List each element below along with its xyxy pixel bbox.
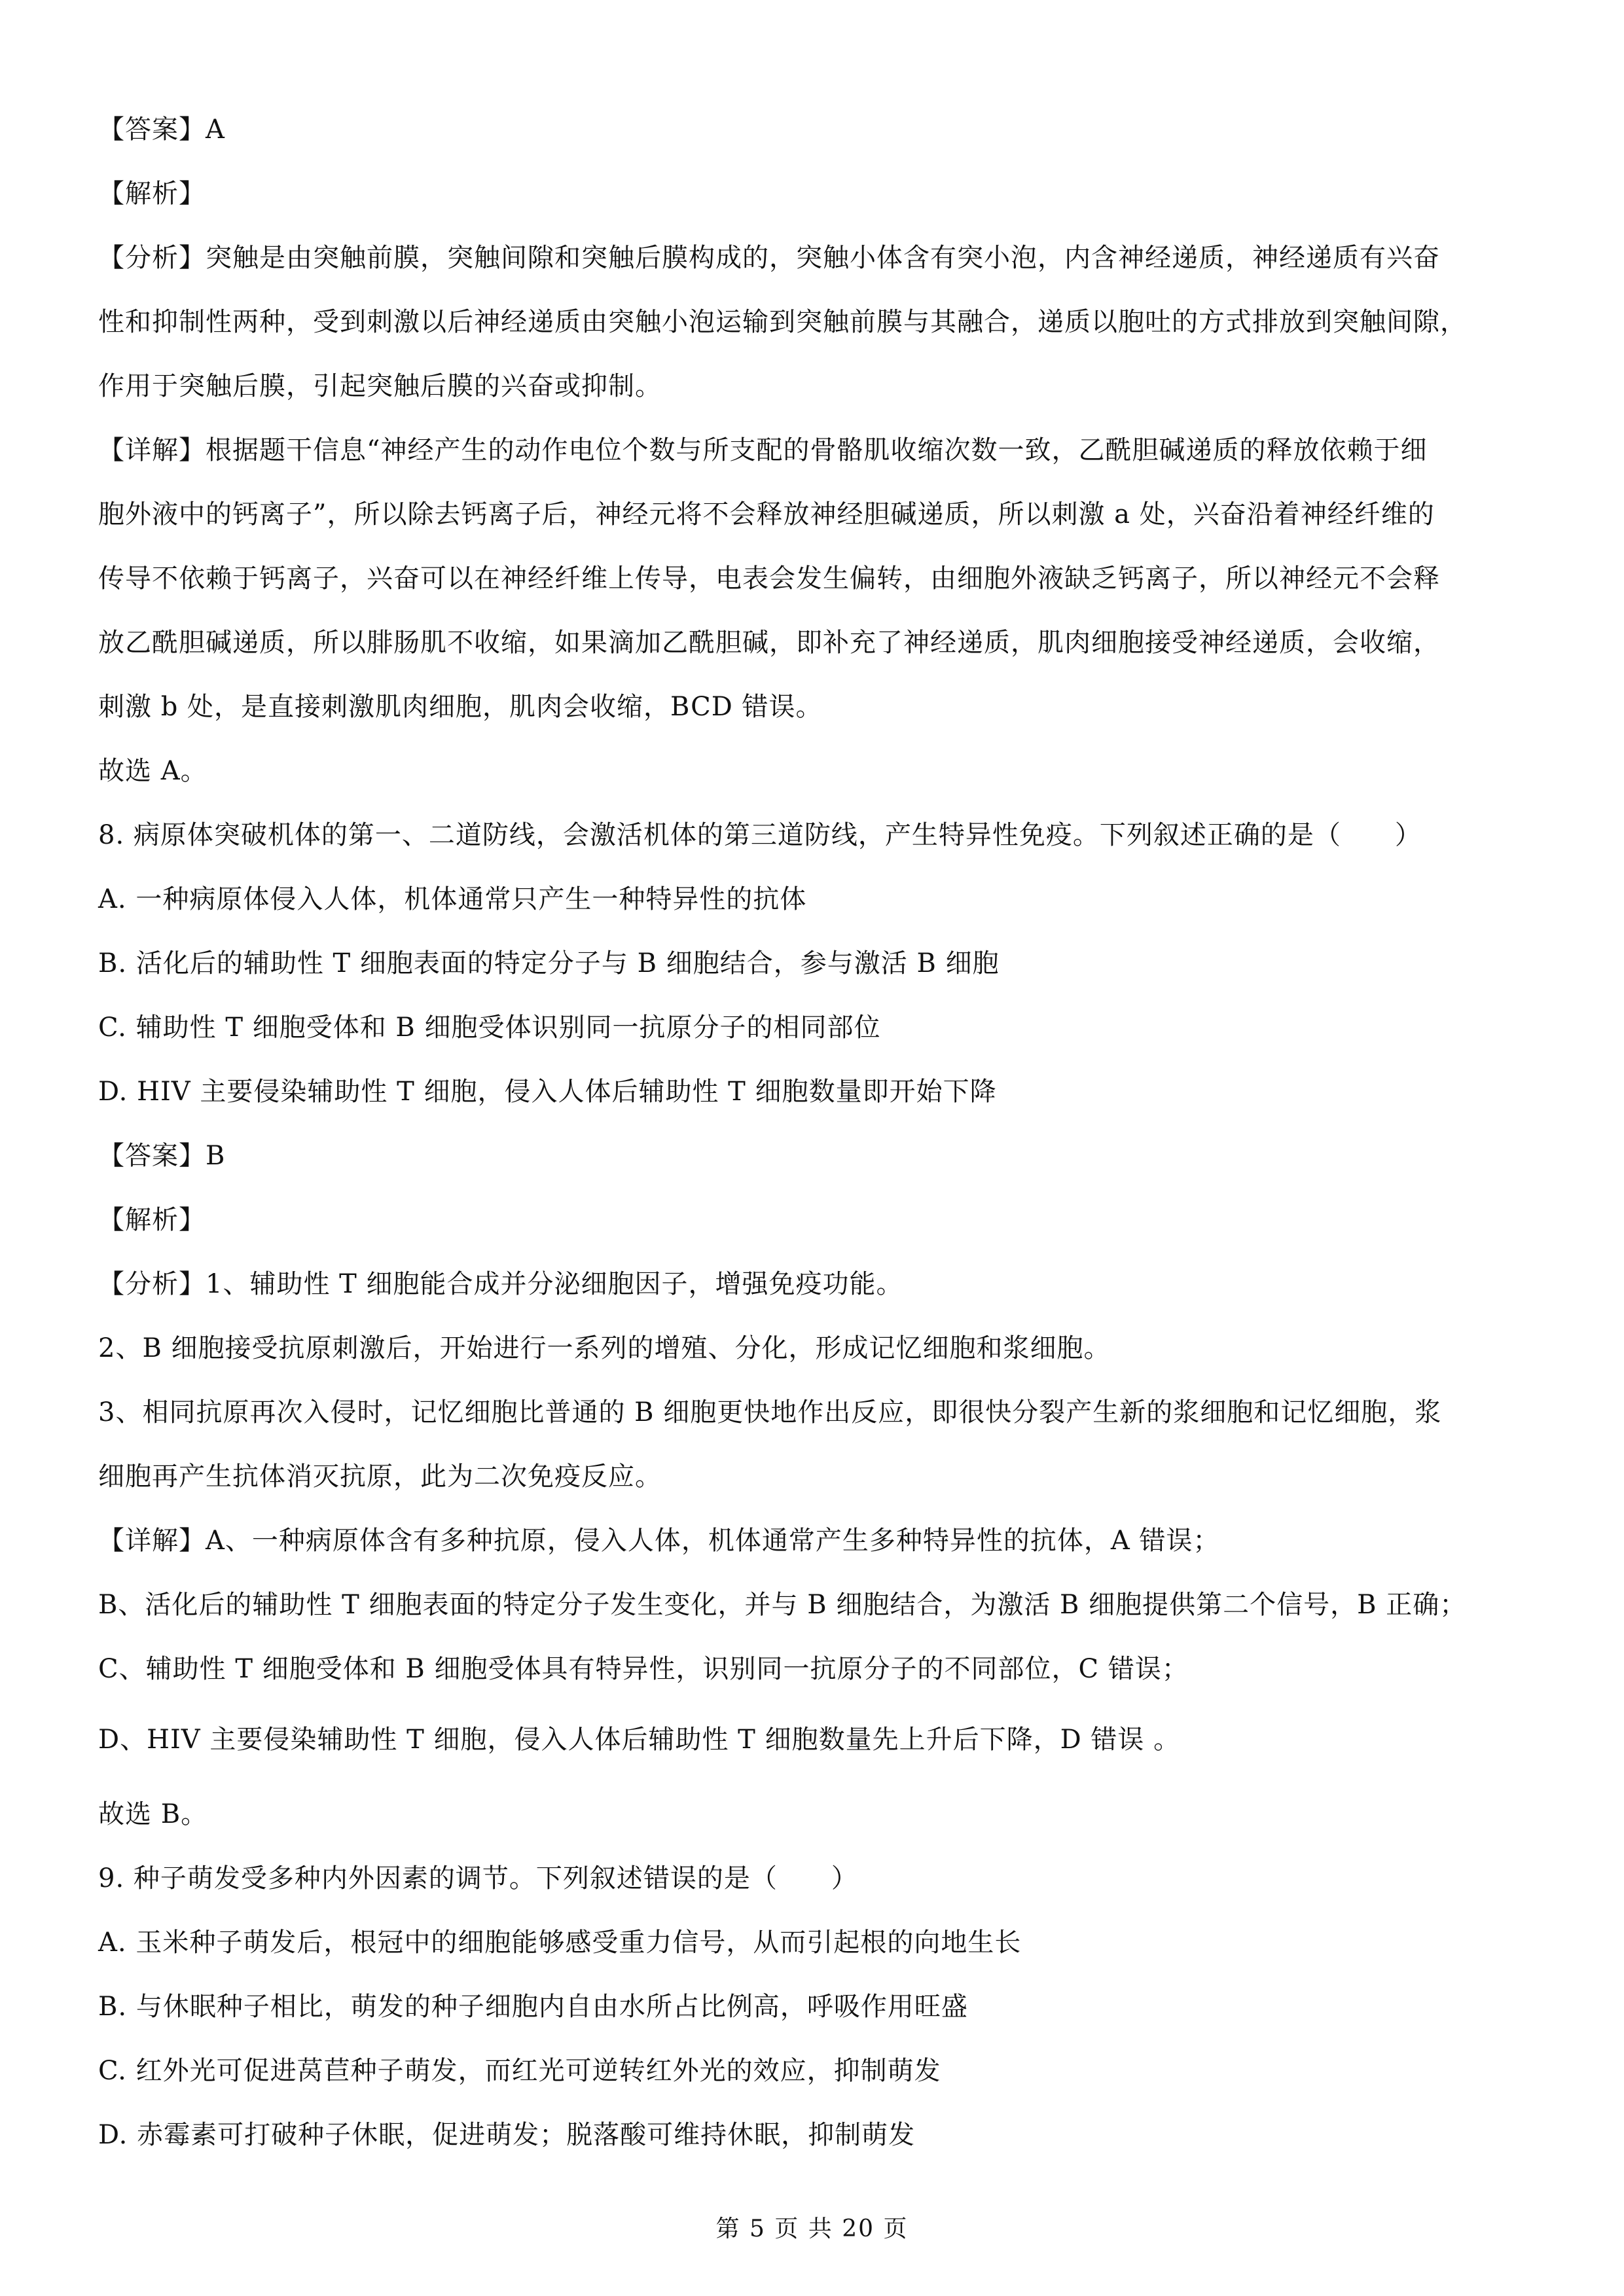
analysis-text-q8-line4: 细胞再产生抗体消灭抗原，此为二次免疫反应。 bbox=[98, 1462, 662, 1492]
detail-text-q7-line1: 【详解】根据题干信息“神经产生的动作电位个数与所支配的骨骼肌收缩次数一致，乙酰胆碱递质的释放依赖于细 bbox=[98, 435, 1428, 465]
question-8-option-d: D. HIV 主要侵染辅助性 T 细胞，侵入人体后辅助性 T 细胞数量即开始下降 bbox=[98, 1077, 997, 1107]
detail-text-q8-line1: 【详解】A、一种病原体含有多种抗原，侵入人体，机体通常产生多种特异性的抗体，A 错误； bbox=[98, 1526, 1220, 1556]
detail-text-q7-line5: 刺激 b 处，是直接刺激肌肉细胞，肌肉会收缩，BCD 错误。 bbox=[98, 692, 823, 722]
analysis-text-q8-line1: 【分析】1、辅助性 T 细胞能合成并分泌细胞因子，增强免疫功能。 bbox=[98, 1269, 903, 1299]
analysis-text-q7-line1: 【分析】突触是由突触前膜，突触间隙和突触后膜构成的，突触小体含有突小泡，内含神经递质，神经递质有兴奋 bbox=[98, 243, 1440, 273]
analysis-text-q8-line3: 3、相同抗原再次入侵时，记忆细胞比普通的 B 细胞更快地作出反应，即很快分裂产生新的浆细胞和记忆细胞，浆 bbox=[98, 1397, 1442, 1427]
question-9-stem: 9. 种子萌发受多种内外因素的调节。下列叙述错误的是（ ） bbox=[98, 1863, 858, 1893]
question-8-stem: 8. 病原体突破机体的第一、二道防线，会激活机体的第三道防线，产生特异性免疫。下列叙述正确的是（ ） bbox=[98, 820, 1422, 850]
question-9-option-a: A. 玉米种子萌发后，根冠中的细胞能够感受重力信号，从而引起根的向地生长 bbox=[98, 1928, 1022, 1958]
detail-text-q8-line2: B、活化后的辅助性 T 细胞表面的特定分子发生变化，并与 B 细胞结合，为激活 B 细胞提供第二个信号，B 正确； bbox=[98, 1590, 1467, 1620]
conclusion-q7: 故选 A。 bbox=[98, 756, 208, 786]
answer-label-q7: 【答案】A bbox=[98, 115, 225, 145]
question-9-option-c: C. 红外光可促进莴苣种子萌发，而红光可逆转红外光的效应，抑制萌发 bbox=[98, 2056, 941, 2086]
detail-text-q7-line3: 传导不依赖于钙离子，兴奋可以在神经纤维上传导，电表会发生偏转，由细胞外液缺乏钙离子，所以神经元不会释 bbox=[98, 564, 1440, 594]
question-8-option-c: C. 辅助性 T 细胞受体和 B 细胞受体识别同一抗原分子的相同部位 bbox=[98, 1013, 881, 1043]
detail-text-q7-line4: 放乙酰胆碱递质，所以腓肠肌不收缩，如果滴加乙酰胆碱，即补充了神经递质，肌肉细胞接受神经递质，会收缩， bbox=[98, 628, 1440, 658]
detail-text-q8-line4: D、HIV 主要侵染辅助性 T 细胞，侵入人体后辅助性 T 细胞数量先上升后下降，D 错误 。 bbox=[98, 1725, 1181, 1755]
analysis-text-q7-line2: 性和抑制性两种，受到刺激以后神经递质由突触小泡运输到突触前膜与其融合，递质以胞吐的方式排放到突触间隙， bbox=[98, 307, 1467, 337]
question-8-option-a: A. 一种病原体侵入人体，机体通常只产生一种特异性的抗体 bbox=[98, 884, 807, 914]
analysis-text-q8-line2: 2、B 细胞接受抗原刺激后，开始进行一系列的增殖、分化，形成记忆细胞和浆细胞。 bbox=[98, 1333, 1111, 1363]
analysis-text-q7-line3: 作用于突触后膜，引起突触后膜的兴奋或抑制。 bbox=[98, 371, 662, 401]
detail-text-q7-line2: 胞外液中的钙离子”，所以除去钙离子后，神经元将不会释放神经胆碱递质，所以刺激 a 处，兴奋沿着神经纤维的 bbox=[98, 499, 1435, 529]
page-number-footer: 第 5 页 共 20 页 bbox=[715, 2215, 909, 2242]
question-9-option-b: B. 与休眠种子相比，萌发的种子细胞内自由水所占比例高，呼吸作用旺盛 bbox=[98, 1992, 968, 2022]
answer-label-q8: 【答案】B bbox=[98, 1141, 226, 1171]
analysis-label-q8: 【解析】 bbox=[98, 1205, 206, 1235]
conclusion-q8: 故选 B。 bbox=[98, 1799, 208, 1829]
question-9-option-d: D. 赤霉素可打破种子休眠，促进萌发；脱落酸可维持休眠，抑制萌发 bbox=[98, 2120, 916, 2150]
question-8-option-b: B. 活化后的辅助性 T 细胞表面的特定分子与 B 细胞结合，参与激活 B 细胞 bbox=[98, 948, 1000, 978]
detail-text-q8-line3: C、辅助性 T 细胞受体和 B 细胞受体具有特异性，识别同一抗原分子的不同部位，C 错误； bbox=[98, 1654, 1189, 1684]
analysis-label-q7: 【解析】 bbox=[98, 179, 206, 209]
